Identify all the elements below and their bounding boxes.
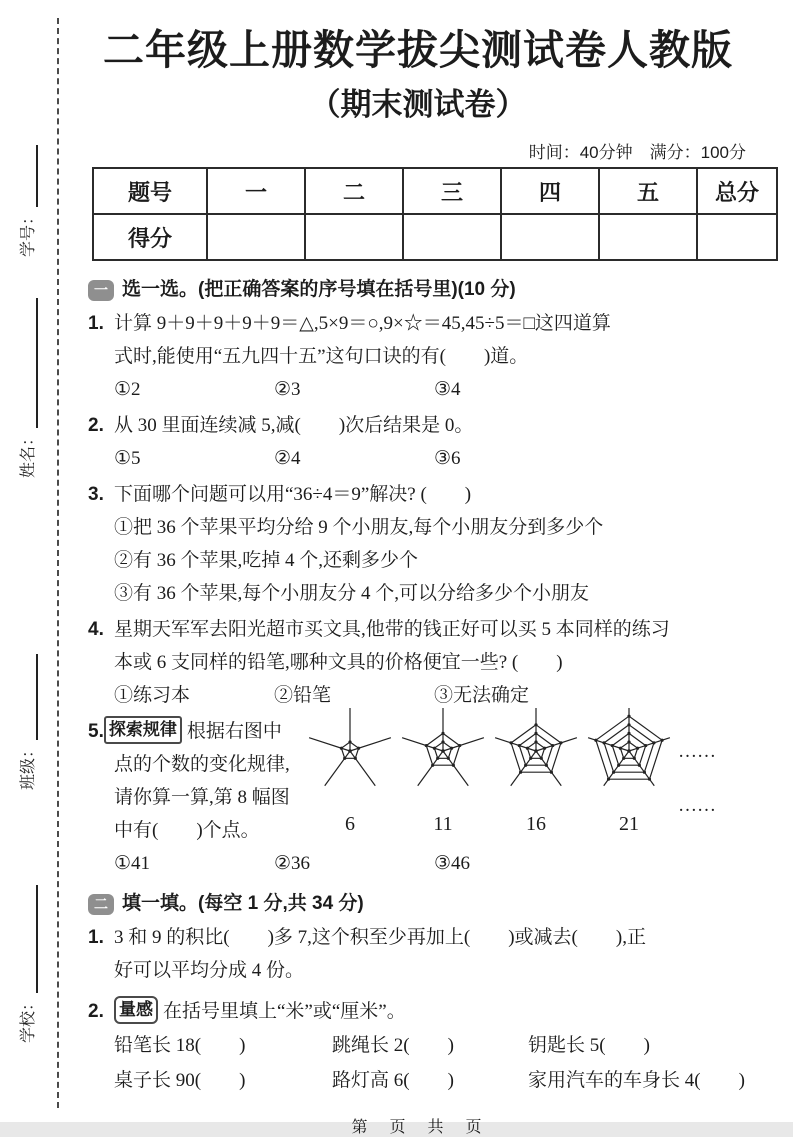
section-number-badge: 二 bbox=[88, 894, 114, 915]
pentagon-web-drawing bbox=[399, 705, 487, 801]
question-text: 计算 9＋9＋9＋9＋9＝△,5×9＝○,9×☆＝45,45÷5＝□这四道算 式时,能使用“五九四十五”这句口诀的有( )道。 bbox=[114, 313, 611, 367]
score-cell bbox=[501, 214, 599, 260]
score-cell bbox=[403, 214, 501, 260]
explore-pattern-tag: 探索规律 bbox=[104, 716, 182, 744]
class-blank-line bbox=[21, 654, 38, 740]
option: ③4 bbox=[434, 379, 461, 400]
score-cell bbox=[599, 214, 697, 260]
question-4 bbox=[88, 613, 748, 679]
section2-question-1 bbox=[88, 921, 748, 987]
score-table-header-cell: 二 bbox=[305, 168, 403, 214]
fill-item: 桌子长 90( ) bbox=[114, 1070, 246, 1091]
score-table-header-cell: 一 bbox=[207, 168, 305, 214]
pattern-figures bbox=[306, 705, 748, 847]
pentagon-web-figure bbox=[306, 705, 394, 836]
student-name-blank-line bbox=[21, 298, 38, 428]
score-cell bbox=[697, 214, 777, 260]
score-row-label: 得分 bbox=[93, 214, 207, 260]
pentagon-web-drawing bbox=[306, 705, 394, 801]
question-3-option-a: ①把 36 个苹果平均分给 9 个小朋友,每个小朋友分到多少个 bbox=[114, 517, 604, 538]
question-number: 5. bbox=[88, 721, 104, 742]
question-2 bbox=[88, 409, 748, 442]
fill-item: 铅笔长 18( ) bbox=[114, 1035, 246, 1056]
score-table-score-row bbox=[93, 214, 777, 260]
ellipsis-text: …… bbox=[678, 741, 716, 762]
student-number-label: 学号： bbox=[20, 208, 37, 257]
score-table-header-cell: 四 bbox=[501, 168, 599, 214]
fill-item: 家用汽车的车身长 4( ) bbox=[528, 1070, 745, 1091]
score-table-header-row bbox=[93, 168, 777, 214]
question-text: 3 和 9 的积比( )多 7,这个积至少再加上( )或减去( ),正 好可以平均分成 4 份。 bbox=[114, 927, 646, 981]
question-5 bbox=[88, 715, 748, 847]
fill-row bbox=[114, 1063, 748, 1098]
question-3-option-b: ②有 36 个苹果,吃掉 4 个,还剩多少个 bbox=[114, 550, 419, 571]
score-table bbox=[92, 167, 778, 261]
question-number: 2. bbox=[88, 1001, 104, 1022]
continuation-ellipsis bbox=[678, 705, 714, 825]
question-text: 下面哪个问题可以用“36÷4＝9”解决? ( ) bbox=[114, 484, 472, 505]
option: ①5 bbox=[114, 448, 141, 469]
question-number: 1. bbox=[88, 927, 104, 948]
student-number-blank-line bbox=[21, 145, 38, 207]
option: ③46 bbox=[434, 853, 471, 874]
figure-point-count: 11 bbox=[433, 813, 453, 835]
fill-item: 跳绳长 2( ) bbox=[332, 1035, 454, 1056]
option: ①41 bbox=[114, 853, 151, 874]
pentagon-web-drawing bbox=[585, 705, 673, 801]
option: ③无法确定 bbox=[434, 685, 530, 706]
question-text: 量感 在括号里填上“米”或“厘米”。 bbox=[114, 995, 748, 1028]
pentagon-web-drawing bbox=[492, 705, 580, 801]
option: ②铅笔 bbox=[274, 685, 332, 706]
option: ③6 bbox=[434, 448, 461, 469]
section2-question-2 bbox=[88, 995, 748, 1028]
score-table-header-cell: 五 bbox=[599, 168, 697, 214]
question-text: 从 30 里面连续减 5,减( )次后结果是 0。 bbox=[114, 415, 474, 436]
page-subtitle: （期末测试卷） bbox=[309, 87, 527, 122]
page-title: 二年级上册数学拔尖测试卷人教版 bbox=[103, 27, 733, 73]
fill-item: 钥匙长 5( ) bbox=[528, 1035, 650, 1056]
question-number: 4. bbox=[88, 619, 104, 640]
option: ②36 bbox=[274, 853, 311, 874]
school-field bbox=[15, 885, 38, 1043]
student-name-label: 姓名： bbox=[20, 429, 37, 478]
ellipsis-text: …… bbox=[678, 795, 716, 816]
school-label: 学校： bbox=[20, 994, 37, 1043]
question-1-options bbox=[114, 373, 748, 406]
score-cell bbox=[207, 214, 305, 260]
fill-row bbox=[114, 1028, 748, 1063]
quantity-sense-tag: 量感 bbox=[114, 996, 158, 1024]
paper-content bbox=[88, 24, 759, 1137]
score-table-header-cell: 总分 bbox=[697, 168, 777, 214]
section-1-title: 选一选。(把正确答案的序号填在括号里)(10 分) bbox=[122, 279, 516, 300]
school-blank-line bbox=[21, 885, 38, 993]
figure-point-count: 21 bbox=[619, 813, 639, 835]
section-1-heading bbox=[88, 276, 748, 304]
question-5-text: 5. 探索规律 根据右图中 点的个数的变化规律, 请你算一算,第 8 幅图 中有( )个点。 bbox=[88, 715, 306, 847]
option: ①2 bbox=[114, 379, 141, 400]
question-5-options bbox=[114, 847, 748, 880]
pentagon-web-figure bbox=[492, 705, 580, 836]
figure-point-count: 6 bbox=[345, 813, 355, 835]
question-number: 2. bbox=[88, 415, 104, 436]
section-2-title: 填一填。(每空 1 分,共 34 分) bbox=[122, 893, 364, 914]
question-1 bbox=[88, 307, 748, 373]
question-3-option-c: ③有 36 个苹果,每个小朋友分 4 个,可以分给多少个小朋友 bbox=[114, 583, 590, 604]
option: ②3 bbox=[274, 379, 301, 400]
fill-item: 路灯高 6( ) bbox=[332, 1070, 454, 1091]
question-number: 3. bbox=[88, 484, 104, 505]
student-number-field bbox=[15, 145, 38, 257]
question-2-options bbox=[114, 442, 748, 475]
margin-divider-dashed-line bbox=[57, 18, 59, 1108]
class-field bbox=[15, 654, 38, 790]
option: ②4 bbox=[274, 448, 301, 469]
pentagon-web-figure bbox=[585, 705, 673, 836]
class-label: 班级： bbox=[20, 741, 37, 790]
section-2-heading bbox=[88, 890, 748, 918]
figure-point-count: 16 bbox=[526, 813, 546, 835]
score-cell bbox=[305, 214, 403, 260]
question-number: 1. bbox=[88, 313, 104, 334]
page-footer: 第 页 共 页 bbox=[351, 1119, 485, 1136]
option: ①练习本 bbox=[114, 685, 191, 706]
pentagon-web-figure bbox=[399, 705, 487, 836]
question-text: 星期天军军去阳光超市买文具,他带的钱正好可以买 5 本同样的练习 本或 6 支同样的铅笔,哪种文具的价格便宜一些? ( ) bbox=[114, 619, 670, 673]
exam-meta: 时间：40分钟 满分：100分 bbox=[528, 143, 746, 162]
question-3 bbox=[88, 478, 748, 511]
score-table-header-cell: 三 bbox=[403, 168, 501, 214]
score-table-header-cell: 题号 bbox=[93, 168, 207, 214]
student-name-field bbox=[15, 298, 38, 478]
section-number-badge: 一 bbox=[88, 280, 114, 301]
